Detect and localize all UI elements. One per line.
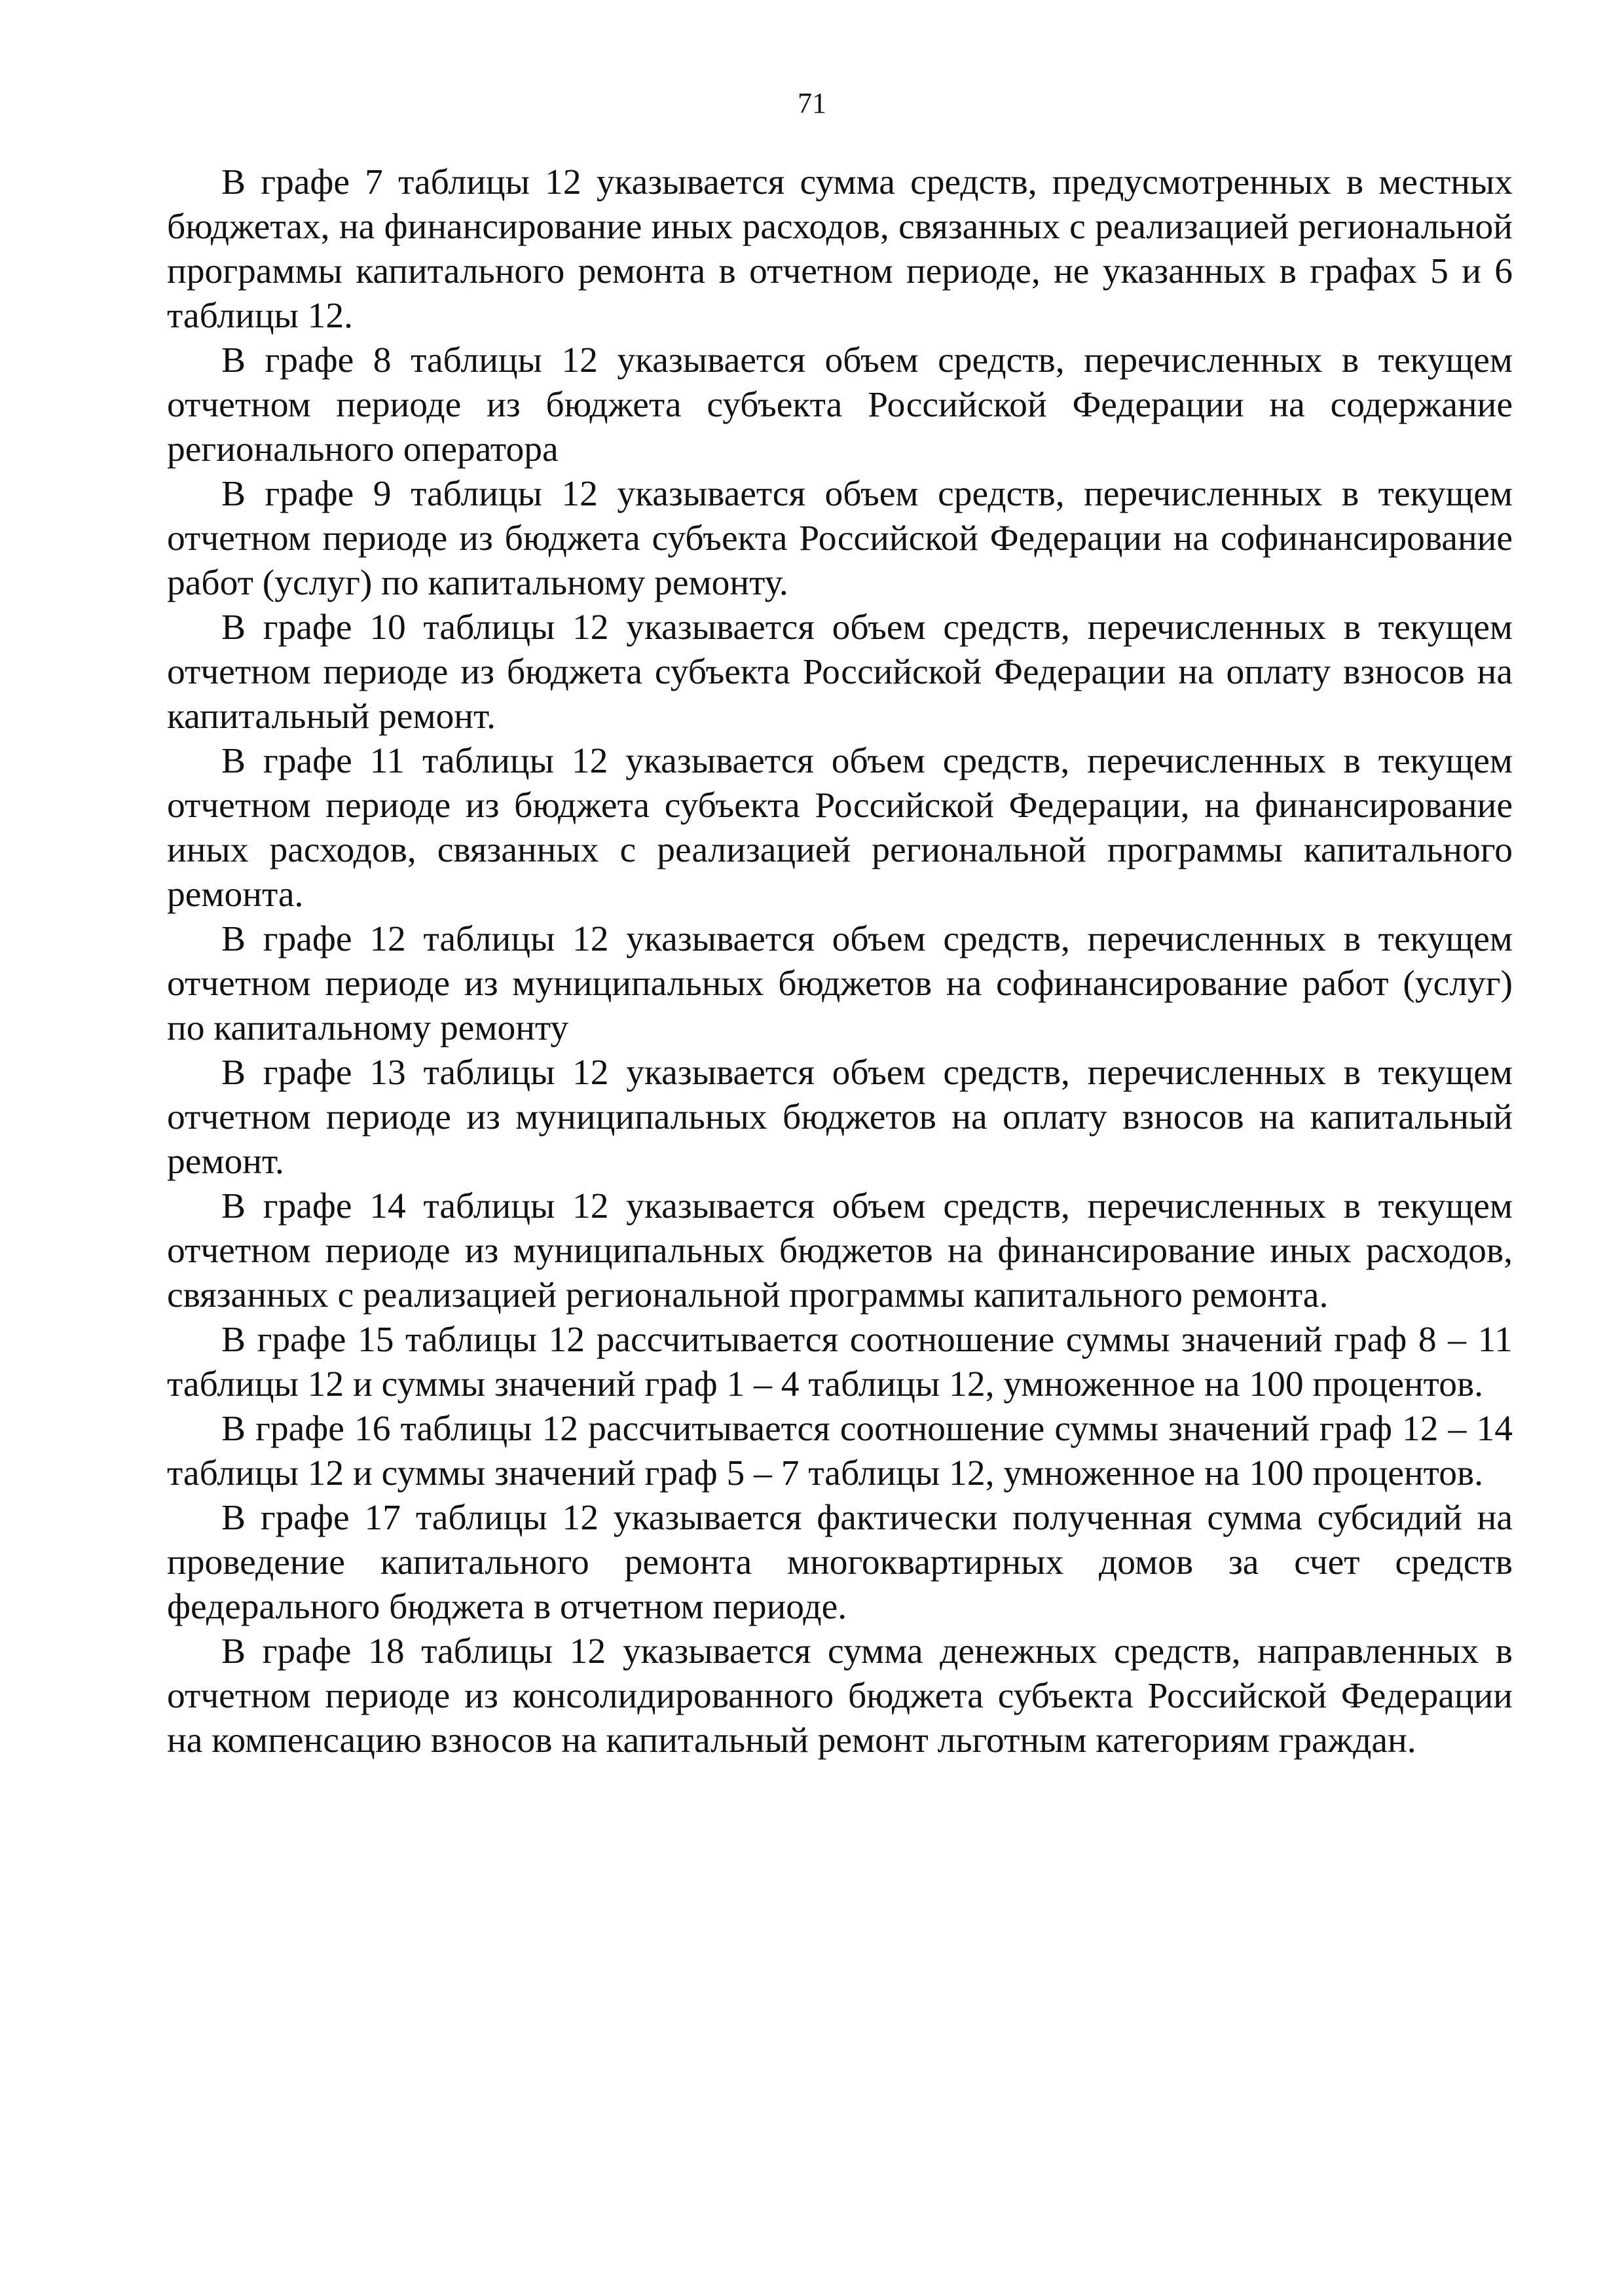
document-body [167,160,1513,1763]
paragraph-column-17: В графе 17 таблицы 12 указывается фактически полученная сумма субсидий на проведение капитального ремонта многоквартирных домов за счет средств федерального бюджета в отчетном периоде. [167,1498,1513,1627]
paragraph-column-7: В графе 7 таблицы 12 указывается сумма средств, предусмотренных в местных бюджетах, на финансирование иных расходов, связанных с реализацией региональной программы капитального ремонта в отчетном периоде, не указанных в графах 5 и 6 таблицы 12. [167,162,1513,336]
paragraph-column-14: В графе 14 таблицы 12 указывается объем средств, перечисленных в текущем отчетном периоде из муниципальных бюджетов на финансирование иных расходов, связанных с реализацией региональной программы капитального ремонта. [167,1186,1513,1315]
paragraph-column-16: В графе 16 таблицы 12 рассчитывается соотношение суммы значений граф 12 – 14 таблицы 12 и суммы значений граф 5 – 7 таблицы 12, умноженное на 100 процентов. [167,1409,1513,1493]
paragraph-column-13: В графе 13 таблицы 12 указывается объем средств, перечисленных в текущем отчетном периоде из муниципальных бюджетов на оплату взносов на капитальный ремонт. [167,1053,1513,1182]
paragraph-column-18: В графе 18 таблицы 12 указывается сумма денежных средств, направленных в отчетном периоде из консолидированного бюджета субъекта Российской Федерации на компенсацию взносов на капитальный ремонт льготным категориям граждан. [167,1631,1513,1760]
paragraph-column-11: В графе 11 таблицы 12 указывается объем средств, перечисленных в текущем отчетном периоде из бюджета субъекта Российской Федерации, на финансирование иных расходов, связанных с реализацией региональной программы капитального ремонта. [167,741,1513,915]
paragraph-column-9: В графе 9 таблицы 12 указывается объем средств, перечисленных в текущем отчетном периоде из бюджета субъекта Российской Федерации на софинансирование работ (услуг) по капитальному ремонту. [167,474,1513,603]
paragraph-column-15: В графе 15 таблицы 12 рассчитывается соотношение суммы значений граф 8 – 11 таблицы 12 и суммы значений граф 1 – 4 таблицы 12, умноженное на 100 процентов. [167,1320,1513,1404]
paragraph-column-10: В графе 10 таблицы 12 указывается объем средств, перечисленных в текущем отчетном периоде из бюджета субъекта Российской Федерации на оплату взносов на капитальный ремонт. [167,608,1513,737]
page-number: 71 [798,87,826,119]
paragraph-column-12: В графе 12 таблицы 12 указывается объем средств, перечисленных в текущем отчетном периоде из муниципальных бюджетов на софинансирование работ (услуг) по капитальному ремонту [167,919,1513,1048]
paragraph-column-8: В графе 8 таблицы 12 указывается объем средств, перечисленных в текущем отчетном периоде из бюджета субъекта Российской Федерации на содержание регионального оператора [167,340,1513,469]
